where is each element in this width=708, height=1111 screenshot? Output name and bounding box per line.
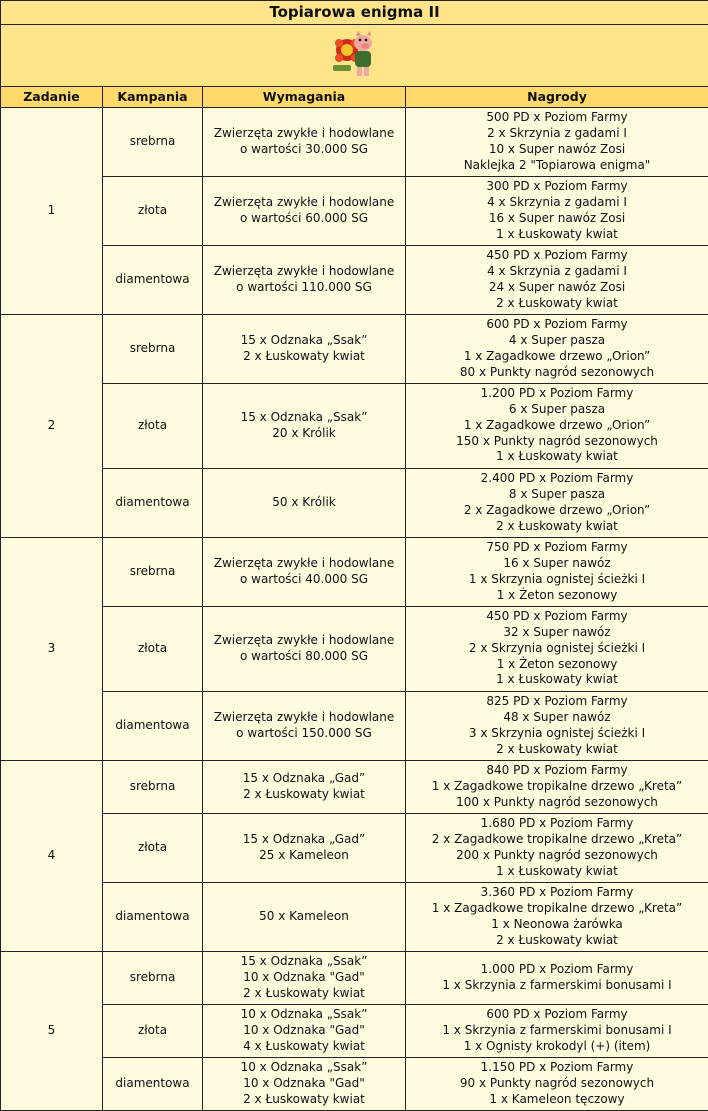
table-row bbox=[1, 245, 708, 314]
nagrody-cell bbox=[406, 813, 708, 882]
nagroda-line: 600 PD x Poziom Farmy bbox=[406, 317, 708, 333]
nagroda-line: 4 x Skrzynia z gadami I bbox=[406, 264, 708, 280]
kampania-cell: srebrna bbox=[103, 537, 203, 606]
nagroda-line: 2 x Zagadkowe drzewo „Orion” bbox=[406, 503, 708, 519]
kampania-cell: diamentowa bbox=[103, 1057, 203, 1110]
nagroda-line: 200 x Punkty nagród sezonowych bbox=[406, 848, 708, 864]
table-row bbox=[1, 760, 708, 813]
kampania-cell: srebrna bbox=[103, 951, 203, 1004]
wymagania-cell bbox=[203, 1004, 406, 1057]
kampania-cell: srebrna bbox=[103, 760, 203, 813]
nagroda-line: 750 PD x Poziom Farmy bbox=[406, 540, 708, 556]
nagroda-line: 1 x Łuskowaty kwiat bbox=[406, 864, 708, 880]
nagroda-line: 90 x Punkty nagród sezonowych bbox=[406, 1076, 708, 1092]
wymaganie-line: Zwierzęta zwykłe i hodowlane bbox=[203, 556, 405, 572]
wymaganie-line: Zwierzęta zwykłe i hodowlane bbox=[203, 264, 405, 280]
nagroda-line: Naklejka 2 "Topiarowa enigma" bbox=[406, 158, 708, 174]
nagroda-line: 1 x Skrzynia z farmerskimi bonusami I bbox=[406, 978, 708, 994]
event-image-cell bbox=[1, 25, 708, 87]
table-row bbox=[1, 314, 708, 383]
table-row bbox=[1, 1057, 708, 1110]
nagroda-line: 450 PD x Poziom Farmy bbox=[406, 248, 708, 264]
table-row bbox=[1, 1004, 708, 1057]
nagrody-cell bbox=[406, 107, 708, 176]
wymaganie-line: 15 x Odznaka „Ssak” bbox=[203, 954, 405, 970]
nagroda-line: 1 x Łuskowaty kwiat bbox=[406, 449, 708, 465]
nagroda-line: 1 x Łuskowaty kwiat bbox=[406, 672, 708, 688]
nagroda-line: 24 x Super nawóz Zosi bbox=[406, 280, 708, 296]
wymaganie-line: Zwierzęta zwykłe i hodowlane bbox=[203, 633, 405, 649]
wymaganie-line: 50 x Królik bbox=[203, 495, 405, 511]
nagroda-line: 2 x Zagadkowe tropikalne drzewo „Kreta” bbox=[406, 832, 708, 848]
nagroda-line: 1 x Ognisty krokodyl (+) (item) bbox=[406, 1039, 708, 1055]
nagroda-line: 16 x Super nawóz bbox=[406, 556, 708, 572]
nagrody-cell bbox=[406, 951, 708, 1004]
pig-with-flower-icon bbox=[327, 25, 383, 81]
nagrody-cell bbox=[406, 606, 708, 691]
wymagania-cell bbox=[203, 813, 406, 882]
nagroda-line: 2 x Łuskowaty kwiat bbox=[406, 519, 708, 535]
nagroda-line: 1 x Żeton sezonowy bbox=[406, 588, 708, 604]
nagroda-line: 32 x Super nawóz bbox=[406, 625, 708, 641]
wymaganie-line: o wartości 150.000 SG bbox=[203, 726, 405, 742]
nagroda-line: 150 x Punkty nagród sezonowych bbox=[406, 434, 708, 450]
nagroda-line: 825 PD x Poziom Farmy bbox=[406, 694, 708, 710]
nagrody-cell bbox=[406, 760, 708, 813]
nagrody-cell bbox=[406, 882, 708, 951]
table-row bbox=[1, 468, 708, 537]
zadanie-cell: 1 bbox=[1, 107, 103, 314]
nagroda-line: 1 x Żeton sezonowy bbox=[406, 657, 708, 673]
nagroda-line: 1 x Skrzynia z farmerskimi bonusami I bbox=[406, 1023, 708, 1039]
nagroda-line: 3 x Skrzynia ognistej ścieżki I bbox=[406, 726, 708, 742]
nagroda-line: 500 PD x Poziom Farmy bbox=[406, 110, 708, 126]
wymaganie-line: 10 x Odznaka „Ssak” bbox=[203, 1007, 405, 1023]
table-row bbox=[1, 691, 708, 760]
table-row bbox=[1, 537, 708, 606]
nagroda-line: 1 x Łuskowaty kwiat bbox=[406, 227, 708, 243]
nagrody-cell bbox=[406, 691, 708, 760]
nagroda-line: 16 x Super nawóz Zosi bbox=[406, 211, 708, 227]
zadanie-cell: 4 bbox=[1, 760, 103, 951]
wymaganie-line: 2 x Łuskowaty kwiat bbox=[203, 349, 405, 365]
nagroda-line: 2 x Łuskowaty kwiat bbox=[406, 742, 708, 758]
kampania-cell: złota bbox=[103, 606, 203, 691]
wymaganie-line: 2 x Łuskowaty kwiat bbox=[203, 1092, 405, 1108]
table-row bbox=[1, 383, 708, 468]
kampania-cell: srebrna bbox=[103, 107, 203, 176]
wymaganie-line: 2 x Łuskowaty kwiat bbox=[203, 787, 405, 803]
wymaganie-line: 15 x Odznaka „Ssak” bbox=[203, 333, 405, 349]
kampania-cell: diamentowa bbox=[103, 468, 203, 537]
wymagania-cell bbox=[203, 537, 406, 606]
wymagania-cell bbox=[203, 383, 406, 468]
wymaganie-line: 25 x Kameleon bbox=[203, 848, 405, 864]
nagroda-line: 2 x Skrzynia z gadami I bbox=[406, 126, 708, 142]
wymaganie-line: o wartości 60.000 SG bbox=[203, 211, 405, 227]
nagroda-line: 2.400 PD x Poziom Farmy bbox=[406, 471, 708, 487]
table-row bbox=[1, 176, 708, 245]
nagroda-line: 1 x Skrzynia ognistej ścieżki I bbox=[406, 572, 708, 588]
wymagania-cell bbox=[203, 760, 406, 813]
wymaganie-line: 10 x Odznaka "Gad" bbox=[203, 970, 405, 986]
wymaganie-line: 15 x Odznaka „Gad” bbox=[203, 771, 405, 787]
nagroda-line: 1 x Zagadkowe tropikalne drzewo „Kreta” bbox=[406, 779, 708, 795]
wymagania-cell bbox=[203, 1057, 406, 1110]
wymagania-cell bbox=[203, 107, 406, 176]
wymaganie-line: o wartości 40.000 SG bbox=[203, 572, 405, 588]
wymagania-cell bbox=[203, 691, 406, 760]
nagroda-line: 1 x Zagadkowe drzewo „Orion” bbox=[406, 418, 708, 434]
table-row bbox=[1, 813, 708, 882]
wymaganie-line: 15 x Odznaka „Ssak” bbox=[203, 410, 405, 426]
nagrody-cell bbox=[406, 537, 708, 606]
nagrody-cell bbox=[406, 1057, 708, 1110]
wymaganie-line: 20 x Królik bbox=[203, 426, 405, 442]
nagroda-line: 3.360 PD x Poziom Farmy bbox=[406, 885, 708, 901]
wymagania-cell bbox=[203, 176, 406, 245]
nagroda-line: 8 x Super pasza bbox=[406, 487, 708, 503]
wymaganie-line: 50 x Kameleon bbox=[203, 909, 405, 925]
wymaganie-line: 15 x Odznaka „Gad” bbox=[203, 832, 405, 848]
nagroda-line: 2 x Łuskowaty kwiat bbox=[406, 933, 708, 949]
nagroda-line: 48 x Super nawóz bbox=[406, 710, 708, 726]
wymaganie-line: o wartości 80.000 SG bbox=[203, 649, 405, 665]
table-row bbox=[1, 606, 708, 691]
nagroda-line: 1.000 PD x Poziom Farmy bbox=[406, 962, 708, 978]
table-row bbox=[1, 882, 708, 951]
wymagania-cell bbox=[203, 951, 406, 1004]
nagroda-line: 2 x Skrzynia ognistej ścieżki I bbox=[406, 641, 708, 657]
nagroda-line: 6 x Super pasza bbox=[406, 402, 708, 418]
wymagania-cell bbox=[203, 468, 406, 537]
nagroda-line: 1 x Zagadkowe drzewo „Orion” bbox=[406, 349, 708, 365]
zadanie-cell: 3 bbox=[1, 537, 103, 760]
nagroda-line: 840 PD x Poziom Farmy bbox=[406, 763, 708, 779]
nagroda-line: 1.200 PD x Poziom Farmy bbox=[406, 386, 708, 402]
kampania-cell: diamentowa bbox=[103, 691, 203, 760]
nagroda-line: 1 x Zagadkowe tropikalne drzewo „Kreta” bbox=[406, 901, 708, 917]
wymagania-cell bbox=[203, 314, 406, 383]
nagrody-cell bbox=[406, 383, 708, 468]
kampania-cell: złota bbox=[103, 383, 203, 468]
nagroda-line: 2 x Łuskowaty kwiat bbox=[406, 296, 708, 312]
kampania-cell: złota bbox=[103, 1004, 203, 1057]
wymaganie-line: o wartości 110.000 SG bbox=[203, 280, 405, 296]
kampania-cell: złota bbox=[103, 176, 203, 245]
kampania-cell: diamentowa bbox=[103, 882, 203, 951]
nagroda-line: 100 x Punkty nagród sezonowych bbox=[406, 795, 708, 811]
wymaganie-line: Zwierzęta zwykłe i hodowlane bbox=[203, 195, 405, 211]
nagroda-line: 4 x Skrzynia z gadami I bbox=[406, 195, 708, 211]
wymaganie-line: 10 x Odznaka "Gad" bbox=[203, 1076, 405, 1092]
nagroda-line: 1.680 PD x Poziom Farmy bbox=[406, 816, 708, 832]
table-row bbox=[1, 951, 708, 1004]
nagroda-line: 450 PD x Poziom Farmy bbox=[406, 609, 708, 625]
nagroda-line: 4 x Super pasza bbox=[406, 333, 708, 349]
nagroda-line: 1.150 PD x Poziom Farmy bbox=[406, 1060, 708, 1076]
nagrody-cell bbox=[406, 176, 708, 245]
wymaganie-line: 10 x Odznaka „Ssak” bbox=[203, 1060, 405, 1076]
zadanie-cell: 5 bbox=[1, 951, 103, 1110]
nagroda-line: 1 x Kameleon tęczowy bbox=[406, 1092, 708, 1108]
wymagania-cell bbox=[203, 882, 406, 951]
wymagania-cell bbox=[203, 606, 406, 691]
wymaganie-line: 2 x Łuskowaty kwiat bbox=[203, 986, 405, 1002]
nagrody-cell bbox=[406, 1004, 708, 1057]
wymagania-cell bbox=[203, 245, 406, 314]
col-header-zadanie: Zadanie bbox=[1, 86, 103, 107]
kampania-cell: złota bbox=[103, 813, 203, 882]
wymaganie-line: Zwierzęta zwykłe i hodowlane bbox=[203, 710, 405, 726]
kampania-cell: srebrna bbox=[103, 314, 203, 383]
wymaganie-line: 10 x Odznaka "Gad" bbox=[203, 1023, 405, 1039]
zadanie-cell: 2 bbox=[1, 314, 103, 537]
col-header-wymagania: Wymagania bbox=[203, 86, 406, 107]
nagroda-line: 600 PD x Poziom Farmy bbox=[406, 1007, 708, 1023]
wymaganie-line: 4 x Łuskowaty kwiat bbox=[203, 1039, 405, 1055]
nagroda-line: 300 PD x Poziom Farmy bbox=[406, 179, 708, 195]
nagroda-line: 1 x Neonowa żarówka bbox=[406, 917, 708, 933]
col-header-kampania: Kampania bbox=[103, 86, 203, 107]
page-title: Topiarowa enigma II bbox=[1, 1, 708, 25]
table-row bbox=[1, 107, 708, 176]
kampania-cell: diamentowa bbox=[103, 245, 203, 314]
nagrody-cell bbox=[406, 314, 708, 383]
col-header-nagrody: Nagrody bbox=[406, 86, 708, 107]
nagrody-cell bbox=[406, 468, 708, 537]
nagroda-line: 10 x Super nawóz Zosi bbox=[406, 142, 708, 158]
wymaganie-line: Zwierzęta zwykłe i hodowlane bbox=[203, 126, 405, 142]
nagrody-cell bbox=[406, 245, 708, 314]
nagroda-line: 80 x Punkty nagród sezonowych bbox=[406, 365, 708, 381]
wymaganie-line: o wartości 30.000 SG bbox=[203, 142, 405, 158]
